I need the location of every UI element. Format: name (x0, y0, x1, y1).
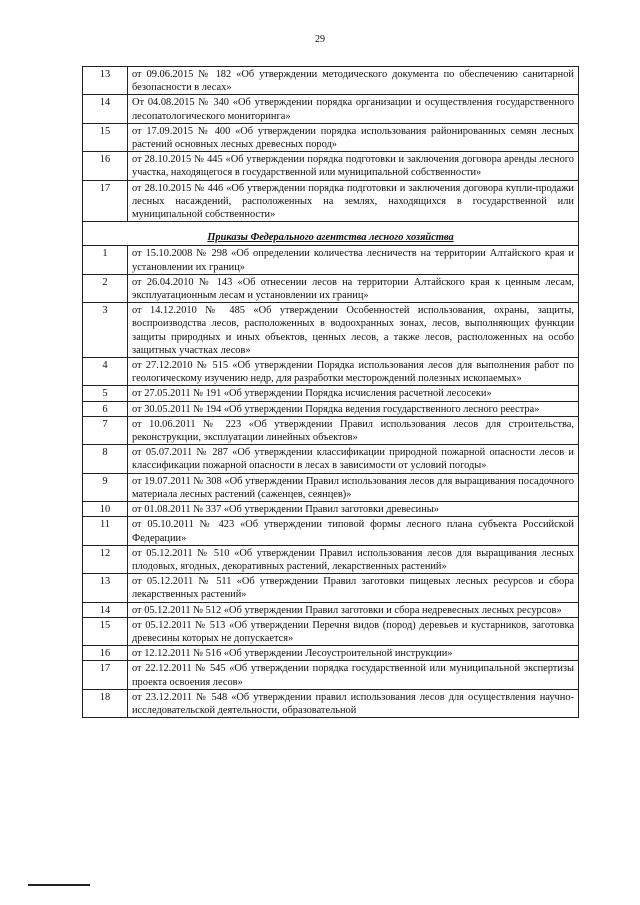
row-text: от 15.10.2008 № 298 «Об определении количества лесничеств на территории Алтайского края и установлении их границ» (128, 246, 579, 274)
row-number: 6 (83, 401, 128, 416)
section-header-row (83, 222, 579, 246)
row-number: 12 (83, 545, 128, 573)
row-text: от 05.12.2011 № 511 «Об утверждении Правил заготовки пищевых лесных ресурсов и сбора лекарственных растений» (128, 574, 579, 602)
table-row (83, 246, 579, 274)
row-number: 17 (83, 180, 128, 222)
row-text: от 26.04.2010 № 143 «Об отнесении лесов на территории Алтайского края к ценным лесам, эксплуатационным лесам и установлении их границ» (128, 274, 579, 302)
table-row (83, 180, 579, 222)
row-text: от 27.12.2010 № 515 «Об утверждении Порядка использования лесов для выполнения работ по геологическому изучению недр, для разработки месторождений полезных ископаемых» (128, 358, 579, 386)
table-row (83, 502, 579, 517)
table-row (83, 574, 579, 602)
row-text: от 28.10.2015 № 445 «Об утверждении порядка подготовки и заключения договора аренды лесного участка, находящегося в государственной или муниципальной собственности» (128, 152, 579, 180)
row-number: 3 (83, 303, 128, 358)
row-text: от 14.12.2010 № 485 «Об утверждении Особенностей использования, охраны, защиты, воспроизводства лесов, расположенных в водоохранных зонах, лесов, выполняющих функции защиты природных и иных объектов, ценных лесов, а также лесов, расположенных на особо защитных участках лесов» (128, 303, 579, 358)
row-number: 8 (83, 445, 128, 473)
table-row (83, 646, 579, 661)
row-text: от 10.06.2011 № 223 «Об утверждении Правил использования лесов для строительства, реконструкции, эксплуатации линейных объектов» (128, 416, 579, 444)
table-row (83, 358, 579, 386)
table-row (83, 95, 579, 123)
row-number: 4 (83, 358, 128, 386)
row-text: от 19.07.2011 № 308 «Об утверждении Правил использования лесов для выращивания посадочного материала лесных растений (саженцев, сеянцев)» (128, 473, 579, 501)
row-number: 18 (83, 689, 128, 717)
row-text: от 05.12.2011 № 513 «Об утверждении Перечня видов (пород) деревьев и кустарников, заготовка древесины которых не допускается» (128, 617, 579, 645)
row-number: 13 (83, 67, 128, 95)
table-row (83, 445, 579, 473)
table-row (83, 67, 579, 95)
row-number: 9 (83, 473, 128, 501)
table-row (83, 473, 579, 501)
table-row (83, 517, 579, 545)
row-number: 10 (83, 502, 128, 517)
row-number: 16 (83, 152, 128, 180)
row-text: от 23.12.2011 № 548 «Об утверждении правил использования лесов для осуществления научно-исследовательской деятельности, образовательной (128, 689, 579, 717)
row-text: от 05.10.2011 № 423 «Об утверждении типовой формы лесного плана субъекта Российской Федерации» (128, 517, 579, 545)
row-number: 7 (83, 416, 128, 444)
orders-table (82, 66, 579, 718)
row-text: От 04.08.2015 № 340 «Об утверждении порядка организации и осуществления государственного лесопатологического мониторинга» (128, 95, 579, 123)
table-row (83, 401, 579, 416)
row-number: 14 (83, 95, 128, 123)
table-row (83, 602, 579, 617)
row-number: 1 (83, 246, 128, 274)
row-text: от 28.10.2015 № 446 «Об утверждении порядка подготовки и заключения договора купли-продажи лесных насаждений, расположенных на землях, находящихся в государственной или муниципальной собственности» (128, 180, 579, 222)
table-row (83, 545, 579, 573)
row-number: 13 (83, 574, 128, 602)
table-section-top (83, 67, 579, 222)
row-number: 11 (83, 517, 128, 545)
row-text: от 17.09.2015 № 400 «Об утверждении порядка использования районированных семян лесных растений основных лесных древесных пород» (128, 123, 579, 151)
row-text: от 05.07.2011 № 287 «Об утверждении классификации природной пожарной опасности лесов и классификации пожарной опасности в лесах в зависимости от условий погоды» (128, 445, 579, 473)
table-section-header (83, 222, 579, 246)
table-row (83, 689, 579, 717)
row-number: 17 (83, 661, 128, 689)
row-text: от 12.12.2011 № 516 «Об утверждении Лесоустроительной инструкции» (128, 646, 579, 661)
row-number: 5 (83, 386, 128, 401)
footnote-rule (28, 884, 90, 886)
row-text: от 09.06.2015 № 182 «Об утверждении методического документа по обеспечению санитарной безопасности в лесах» (128, 67, 579, 95)
table-section-bottom (83, 246, 579, 718)
row-number: 16 (83, 646, 128, 661)
table-row (83, 274, 579, 302)
table-row (83, 152, 579, 180)
table-row (83, 416, 579, 444)
section-title: Приказы Федерального агентства лесного хозяйства (83, 222, 579, 246)
row-number: 15 (83, 617, 128, 645)
table-row (83, 386, 579, 401)
row-text: от 30.05.2011 № 194 «Об утверждении Порядка ведения государственного лесного реестра» (128, 401, 579, 416)
table-row (83, 303, 579, 358)
row-number: 15 (83, 123, 128, 151)
row-number: 2 (83, 274, 128, 302)
row-number: 14 (83, 602, 128, 617)
row-text: от 22.12.2011 № 545 «Об утверждении порядка государственной или муниципальной экспертизы проекта освоения лесов» (128, 661, 579, 689)
row-text: от 05.12.2011 № 512 «Об утверждении Правил заготовки и сбора недревесных лесных ресурсов» (128, 602, 579, 617)
table-row (83, 661, 579, 689)
row-text: от 05.12.2011 № 510 «Об утверждении Правил использования лесов для выращивания лесных плодовых, ягодных, декоративных растений, лекарственных растений» (128, 545, 579, 573)
table-row (83, 617, 579, 645)
row-text: от 01.08.2011 № 337 «Об утверждении Правил заготовки древесины» (128, 502, 579, 517)
row-text: от 27.05.2011 № 191 «Об утверждении Порядка исчисления расчетной лесосеки» (128, 386, 579, 401)
page-number: 29 (315, 34, 325, 45)
table-row (83, 123, 579, 151)
